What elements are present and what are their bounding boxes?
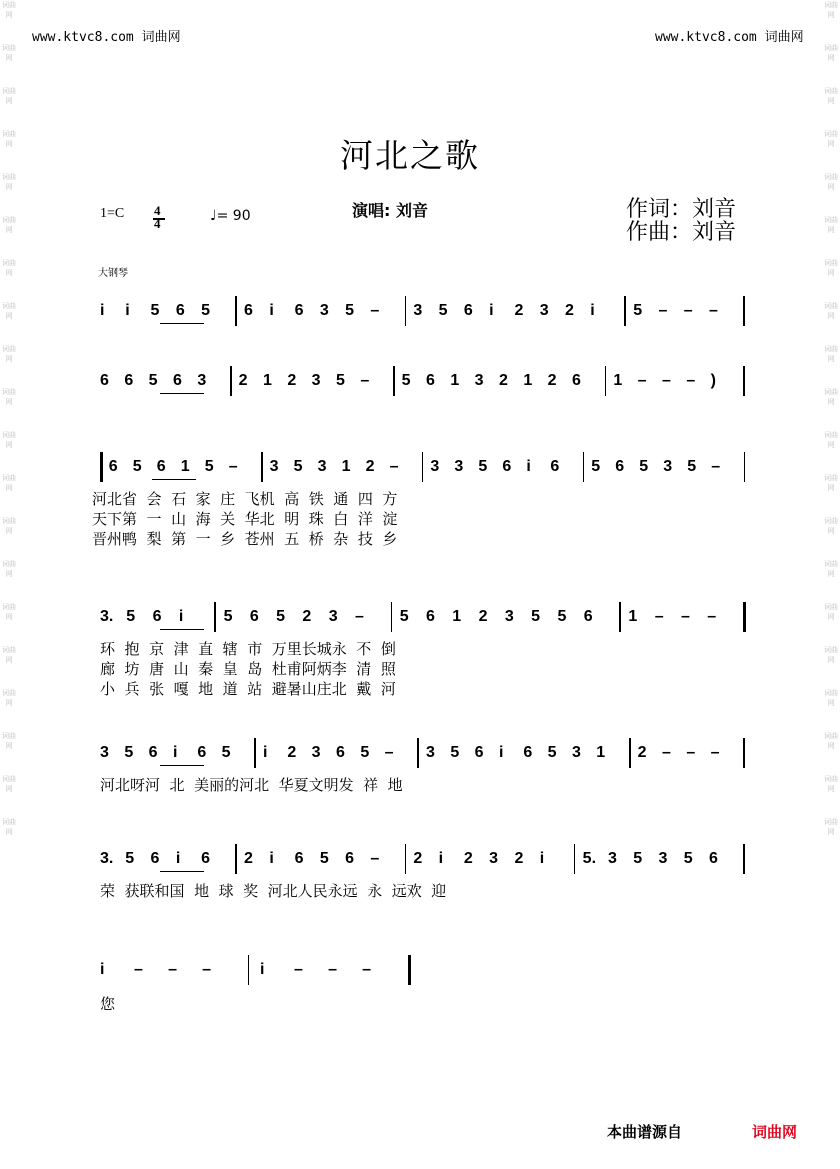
- note: i: [539, 850, 545, 867]
- note: 1: [613, 372, 623, 389]
- note: 6: [294, 302, 304, 319]
- note: 5: [591, 458, 601, 475]
- note: –: [360, 372, 370, 389]
- note: 5: [633, 850, 643, 867]
- note: 1: [452, 608, 462, 625]
- lyric-line: 晋州鸭 梨 第 一 乡 苍州 五 桥 杂 技 乡: [92, 530, 398, 548]
- lyricist-credit: 作词：刘音: [626, 197, 737, 222]
- note: –: [707, 608, 717, 625]
- note: –: [686, 744, 696, 761]
- note: 1: [596, 744, 606, 761]
- bar-line: [583, 452, 584, 482]
- note: 3: [607, 850, 617, 867]
- note: 5: [639, 458, 649, 475]
- note: i: [125, 302, 130, 319]
- note: 6: [108, 458, 118, 475]
- watermark-site-name: 词曲网: [141, 30, 181, 45]
- note: 6: [615, 458, 625, 475]
- note: 5: [687, 458, 697, 475]
- note: –: [228, 458, 238, 475]
- watermark-url: www.ktvc8.com: [655, 30, 757, 45]
- repeat-start: [100, 452, 103, 482]
- note: –: [661, 372, 671, 389]
- note: 5: [204, 458, 214, 475]
- note: 3: [539, 302, 549, 319]
- note: i: [489, 302, 494, 319]
- lyric-line: 廊 坊 唐 山 秦 皇 岛 杜甫阿炳李 清 照: [100, 660, 396, 678]
- note: 6: [463, 302, 473, 319]
- note: –: [202, 961, 212, 978]
- note: 3: [426, 744, 435, 761]
- note: 5: [335, 372, 345, 389]
- beam-underline: [160, 393, 204, 394]
- bar-line: [743, 366, 744, 396]
- note: i: [175, 850, 181, 867]
- note: 6: [172, 372, 182, 389]
- note: 2: [287, 744, 297, 761]
- note: 3: [317, 458, 327, 475]
- note: 5: [633, 302, 643, 319]
- note: i: [260, 961, 265, 978]
- bar-line: [743, 296, 744, 326]
- note: 6: [244, 302, 253, 319]
- notation-line: [0, 372, 840, 412]
- note: 6: [156, 458, 166, 475]
- note: 1: [180, 458, 190, 475]
- footer-brand[interactable]: 词曲网: [752, 1123, 798, 1141]
- note: 3: [100, 744, 109, 761]
- bar-line: [254, 738, 255, 768]
- note: –: [134, 961, 143, 978]
- bar-line: [605, 366, 606, 396]
- meter-top: 4: [154, 203, 161, 218]
- side-watermark-right: 词曲网 词曲网 词曲网 词曲网 词曲网 词曲网 词曲网 词曲网 词曲网 词曲网 词曲网 词曲网 词曲网 词曲网 词曲网 词曲网 词曲网 词曲网 词曲网 词曲网: [824, 1, 838, 836]
- note: 3: [430, 458, 440, 475]
- note: 2: [564, 302, 574, 319]
- note: 6: [550, 458, 560, 475]
- note: 5: [132, 458, 142, 475]
- note: i: [100, 961, 105, 978]
- note: 6: [474, 744, 484, 761]
- bar-line: [393, 366, 394, 396]
- note: i: [178, 608, 184, 625]
- note: 2: [302, 608, 312, 625]
- note: 5: [399, 608, 409, 625]
- note: 5: [124, 744, 134, 761]
- instrument-label: 大钢琴: [98, 268, 128, 279]
- tempo-marking: ♩= 90: [210, 208, 251, 224]
- note: –: [355, 608, 364, 625]
- note: 6: [100, 372, 109, 389]
- note: 6: [175, 302, 185, 319]
- note: 5: [201, 302, 210, 319]
- note: 5: [276, 608, 286, 625]
- note: 6: [197, 744, 207, 761]
- watermark-site-name: 词曲网: [764, 30, 804, 45]
- credits-block: [626, 198, 736, 244]
- note: 6: [709, 850, 718, 867]
- bar-line: [214, 602, 215, 632]
- beam-underline: [160, 765, 204, 766]
- note: –: [637, 372, 647, 389]
- note: 3: [658, 850, 668, 867]
- note: 2: [244, 850, 253, 867]
- note: 6: [249, 608, 259, 625]
- note: –: [362, 961, 372, 978]
- note: 2: [478, 608, 488, 625]
- note: 5: [438, 302, 448, 319]
- note: 3: [311, 744, 321, 761]
- note: –: [683, 302, 693, 319]
- note: –: [658, 302, 668, 319]
- footer-source: 本曲谱源自: [607, 1123, 683, 1141]
- note: –: [294, 961, 303, 978]
- note: 6: [345, 850, 355, 867]
- note: 3: [328, 608, 338, 625]
- note: 6: [571, 372, 581, 389]
- note: 3: [311, 372, 321, 389]
- note: 3: [571, 744, 581, 761]
- bar-line: [391, 602, 392, 632]
- note: 3: [413, 302, 423, 319]
- final-bar: [408, 955, 411, 985]
- note: 2: [498, 372, 508, 389]
- note: ): [710, 372, 716, 389]
- note: 5: [401, 372, 411, 389]
- key-signature: 1=C: [100, 206, 125, 221]
- beam-underline: [152, 479, 196, 480]
- note: 2: [413, 850, 423, 867]
- notation-line: [0, 302, 840, 342]
- note: 6: [148, 744, 158, 761]
- note: 5: [319, 850, 329, 867]
- bar-line: [235, 296, 236, 326]
- note: 1: [523, 372, 533, 389]
- note: 2: [514, 302, 524, 319]
- note: 2: [514, 850, 524, 867]
- composer-credit: 作曲：刘音: [626, 220, 737, 245]
- note: 6: [523, 744, 533, 761]
- lyric-line: 河北呀河 北 美丽的河北 华夏文明发 祥 地: [100, 776, 403, 794]
- note: 6: [294, 850, 304, 867]
- note: 2: [238, 372, 248, 389]
- bar-line: [743, 738, 744, 768]
- bar-line: [624, 296, 625, 326]
- singer-credit: 演唱: 刘音: [352, 201, 428, 220]
- note: i: [590, 302, 595, 319]
- note: 6: [152, 608, 162, 625]
- side-watermark-left: 词曲网 词曲网 词曲网 词曲网 词曲网 词曲网 词曲网 词曲网 词曲网 词曲网 词曲网 词曲网 词曲网 词曲网 词曲网 词曲网 词曲网 词曲网 词曲网 词曲网: [2, 1, 16, 836]
- note: 3: [489, 850, 499, 867]
- note: 5: [221, 744, 231, 761]
- note: 6: [201, 850, 210, 867]
- note: 3: [197, 372, 207, 389]
- note: 1: [628, 608, 638, 625]
- note: 3: [504, 608, 514, 625]
- note: 6: [426, 608, 435, 625]
- notation-line: [0, 961, 840, 1001]
- note: 6: [335, 744, 345, 761]
- note: 3.: [100, 850, 114, 867]
- header-watermark-left[interactable]: [32, 26, 181, 45]
- note: 6: [583, 608, 593, 625]
- bar-line: [248, 955, 249, 985]
- note: 5: [683, 850, 693, 867]
- song-title: 河北之歌: [340, 136, 480, 175]
- lyric-line: 您: [100, 995, 116, 1013]
- note: –: [370, 850, 380, 867]
- bar-line: [574, 844, 575, 874]
- note: i: [438, 850, 444, 867]
- note: 5: [360, 744, 370, 761]
- note: i: [526, 458, 531, 475]
- note: 1: [450, 372, 460, 389]
- note: 5.: [582, 850, 597, 867]
- note: –: [710, 744, 720, 761]
- note: 5: [293, 458, 303, 475]
- lyric-line: 河北省 会 石 家 庄 飞机 高 铁 通 四 方: [92, 490, 398, 508]
- note: 3: [319, 302, 329, 319]
- note: 6: [124, 372, 134, 389]
- note: –: [328, 961, 337, 978]
- bar-line: [405, 844, 406, 874]
- note: –: [654, 608, 664, 625]
- note: 5: [531, 608, 541, 625]
- watermark-url: www.ktvc8.com: [32, 30, 134, 45]
- bar-line: [230, 366, 231, 396]
- note: 3: [663, 458, 673, 475]
- note: 5: [547, 744, 557, 761]
- note: –: [661, 744, 671, 761]
- note: 5: [126, 608, 136, 625]
- note: i: [263, 744, 268, 761]
- beam-underline: [160, 323, 204, 324]
- note: 1: [341, 458, 351, 475]
- note: –: [168, 961, 177, 978]
- note: 5: [557, 608, 567, 625]
- note: –: [686, 372, 696, 389]
- note: 5: [478, 458, 488, 475]
- note: 3: [474, 372, 484, 389]
- note: 3: [454, 458, 464, 475]
- note: 5: [450, 744, 460, 761]
- note: 5: [345, 302, 355, 319]
- bar-line: [417, 738, 418, 768]
- note: 3: [269, 458, 279, 475]
- header-watermark-right[interactable]: [655, 26, 804, 45]
- note: 2: [637, 744, 647, 761]
- note: –: [389, 458, 399, 475]
- note: i: [498, 744, 504, 761]
- note: 2: [287, 372, 297, 389]
- note: i: [100, 302, 105, 319]
- lyric-line: 环 抱 京 津 直 辖 市 万里长城永 不 倒: [100, 640, 396, 658]
- bar-line: [743, 844, 744, 874]
- note: i: [269, 850, 274, 867]
- note: 6: [502, 458, 512, 475]
- note: i: [269, 302, 274, 319]
- note: 5: [223, 608, 233, 625]
- bar-line: [629, 738, 630, 768]
- lyric-line: 小 兵 张 嘎 地 道 站 避暑山庄北 戴 河: [100, 680, 396, 698]
- meter-bottom: 4: [154, 216, 161, 231]
- note: –: [370, 302, 380, 319]
- note: 5: [150, 302, 160, 319]
- beam-underline: [160, 629, 204, 630]
- bar-line: [235, 844, 236, 874]
- note: –: [681, 608, 690, 625]
- note: i: [172, 744, 178, 761]
- lyric-line: 天下第 一 山 海 关 华北 明 珠 白 洋 淀: [92, 510, 398, 528]
- note: 2: [463, 850, 473, 867]
- note: 6: [426, 372, 435, 389]
- note: 2: [547, 372, 557, 389]
- note: 1: [263, 372, 272, 389]
- note: 5: [148, 372, 158, 389]
- bar-line: [405, 296, 406, 326]
- note: –: [709, 302, 718, 319]
- bar-line: [261, 452, 262, 482]
- repeat-end: [743, 602, 746, 632]
- note: –: [711, 458, 721, 475]
- bar-line: [422, 452, 423, 482]
- beam-underline: [160, 871, 204, 872]
- note: 5: [125, 850, 135, 867]
- note: 3.: [100, 608, 114, 625]
- note: 6: [150, 850, 160, 867]
- lyric-line: 荣 获联和国 地 球 奖 河北人民永远 永 远欢 迎: [100, 882, 447, 900]
- bar-line: [744, 452, 745, 482]
- bar-line: [619, 602, 620, 632]
- note: 2: [365, 458, 375, 475]
- note: –: [384, 744, 394, 761]
